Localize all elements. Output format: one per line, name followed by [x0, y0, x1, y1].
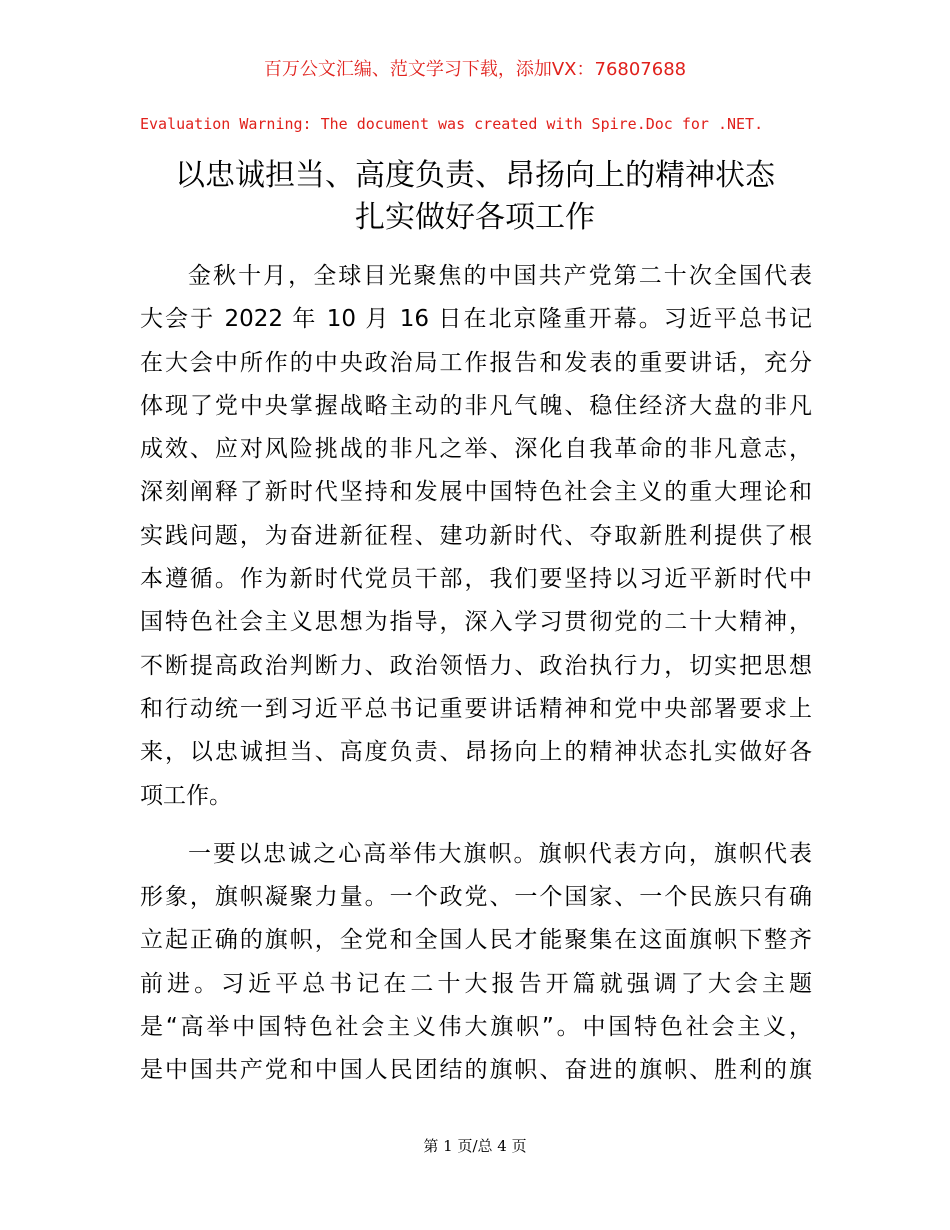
evaluation-warning: Evaluation Warning: The document was created with Spire.Doc for .NET.	[140, 115, 764, 133]
document-body	[140, 255, 812, 1093]
text-line: 是中国共产党和中国人民团结的旗帜、奋进的旗帜、胜利的旗	[140, 1057, 812, 1084]
text-line: 一要以忠诚之心高举伟大旗帜。旗帜代表方向，旗帜代表	[188, 840, 812, 867]
text-line: 金秋十月，全球目光聚焦的中国共产党第二十次全国代表	[188, 263, 812, 289]
text-line: 实践问题，为奋进新征程、建功新时代、夺取新胜利提供了根	[140, 522, 812, 549]
text-line: 立起正确的旗帜，全党和全国人民才能聚集在这面旗帜下整齐	[140, 927, 812, 954]
text-line: 前进。习近平总书记在二十大报告开篇就强调了大会主题	[140, 970, 812, 997]
text-line: 成效、应对风险挑战的非凡之举、深化自我革命的非凡意志，	[140, 436, 812, 463]
text-line: 是“高举中国特色社会主义伟大旗帜”。中国特色社会主义，	[140, 1014, 812, 1041]
text-line: 项工作。	[140, 782, 232, 809]
paragraph-spacer	[140, 818, 812, 833]
paragraph-2	[140, 833, 812, 1093]
text-line: 和行动统一到习近平总书记重要讲话精神和党中央部署要求上	[140, 695, 812, 722]
text-line: 深刻阐释了新时代坚持和发展中国特色社会主义的重大理论和	[140, 479, 812, 506]
page-footer: 第 1 页/总 4 页	[423, 1137, 527, 1155]
text-line: 来，以忠诚担当、高度负责、昂扬向上的精神状态扎实做好各	[140, 739, 812, 766]
text-line: 本遵循。作为新时代党员干部，我们要坚持以习近平新时代中	[140, 566, 812, 593]
text-line: 体现了党中央掌握战略主动的非凡气魄、稳住经济大盘的非凡	[140, 392, 812, 419]
title-line-2: 扎实做好各项工作	[355, 200, 595, 235]
paragraph-1	[140, 255, 812, 818]
title-line-1: 以忠诚担当、高度负责、昂扬向上的精神状态	[175, 158, 775, 193]
text-line: 在大会中所作的中央政治局工作报告和发表的重要讲话，充分	[140, 349, 812, 376]
text-line: 国特色社会主义思想为指导，深入学习贯彻党的二十大精神，	[140, 609, 812, 636]
text-line: 形象，旗帜凝聚力量。一个政党、一个国家、一个民族只有确	[140, 884, 812, 911]
document-title	[130, 155, 820, 239]
promo-header: 百万公文汇编、范文学习下载，添加VX：76807688	[263, 59, 687, 80]
text-line: 不断提高政治判断力、政治领悟力、政治执行力，切实把思想	[140, 652, 812, 679]
text-line: 大会于 2022 年 10 月 16 日在北京隆重开幕。习近平总书记	[140, 306, 812, 333]
